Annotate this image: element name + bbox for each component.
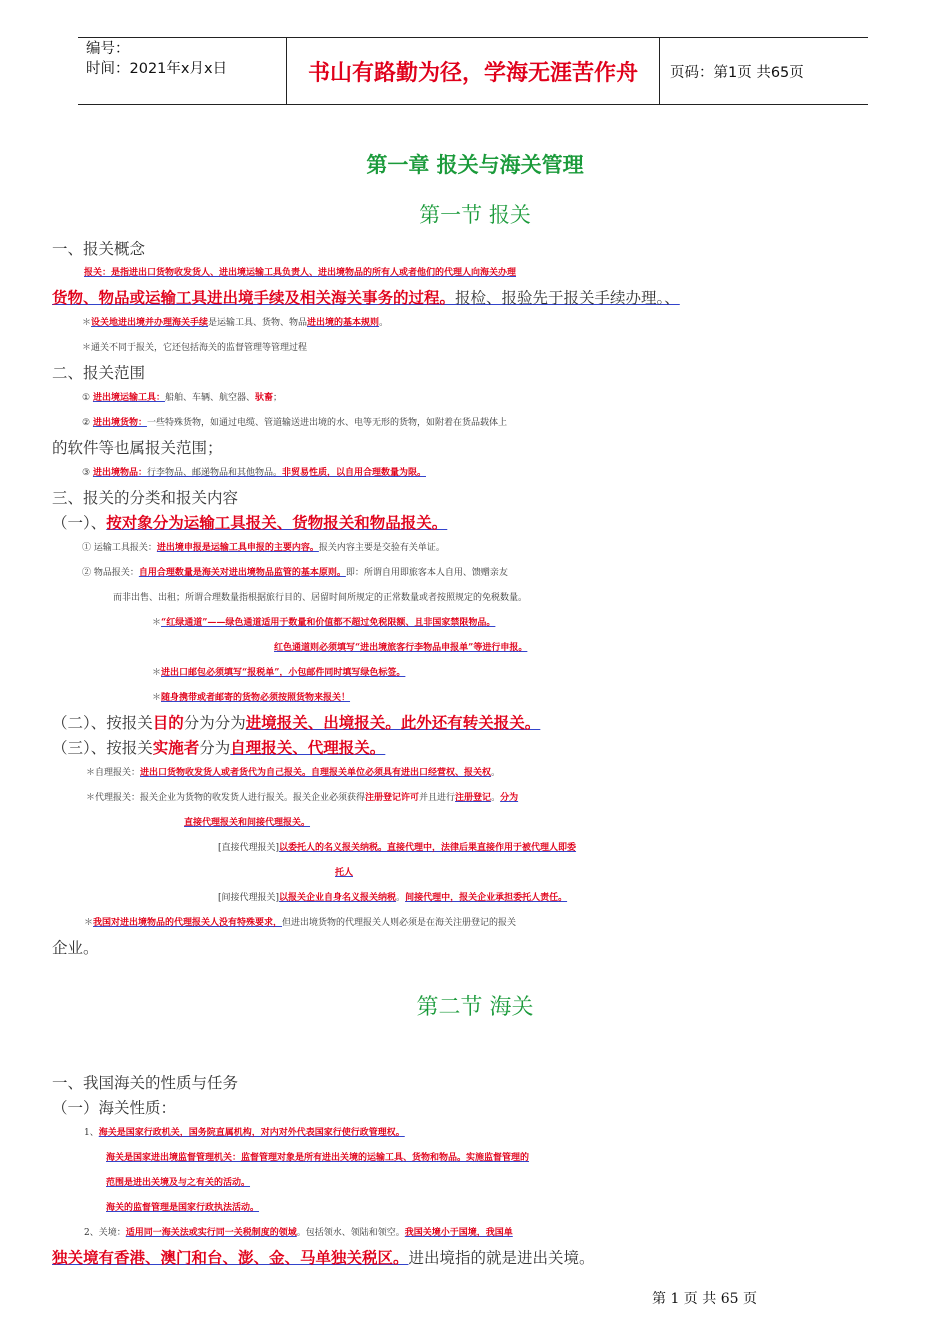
- header-meta-cell: [78, 38, 287, 104]
- bullet-line: ＊进出口邮包必须填写“报税单”，小包邮件同时填写绿色标签。: [152, 668, 406, 678]
- paragraph-line: 直接代理报关和间接代理报关。: [184, 818, 311, 828]
- motto: 书山有路勤为径，学海无涯苦作舟: [287, 38, 660, 104]
- section-title: 第一节 报关: [419, 203, 531, 227]
- subheading: （三）、按报关实施者分为自理报关、代理报关。: [52, 738, 386, 757]
- subheading: （一）海关性质：: [52, 1099, 177, 1117]
- bullet-line: ＊通关不同于报关，它还包括海关的监督管理等管理过程: [82, 343, 308, 353]
- page-label: 页码：第1页 共65页: [670, 64, 804, 81]
- list-item: ① 进出境运输工具：船舶、车辆、航空器、驮畜；: [82, 393, 282, 403]
- heading-1: 一、报关概念: [52, 240, 146, 258]
- bullet-line: ＊我国对进出境物品的代理报关人没有特殊要求，但进出境货物的代理报关人则必须是在海关注册登记的报关: [84, 918, 517, 928]
- paragraph-line: 货物、物品或运输工具进出境手续及相关海关事务的过程。报检、报验先于报关手续办理。、: [52, 288, 680, 307]
- paragraph-line: 海关是国家进出境监督管理机关：监督管理对象是所有进出关境的运输工具、货物和物品。实施监督管理的: [106, 1153, 530, 1163]
- paragraph-line: 范围是进出关境及与之有关的活动。: [106, 1178, 251, 1188]
- number-label: 编号：: [86, 41, 130, 57]
- paragraph-line: [间接代理报关]以报关企业自身名义报关纳税。间接代理中，报关企业承担委托人责任。: [218, 893, 568, 903]
- paragraph-line: 企业。: [52, 939, 99, 957]
- subheading: （一）、按对象分为运输工具报关、货物报关和物品报关。: [52, 513, 448, 532]
- header-table: [78, 37, 868, 105]
- time-label: 时间：2021年x月x日: [86, 61, 228, 77]
- paragraph-line: 报关：是指进出口货物收发货人、进出境运输工具负责人、进出境物品的所有人或者他们的代理人向海关办理: [84, 268, 517, 278]
- list-item: ① 运输工具报关：进出境申报是运输工具申报的主要内容。报关内容主要是交验有关单证。: [82, 543, 445, 553]
- bullet-line: ＊“红绿通道”——绿色通道适用于数量和价值都不超过免税限额、且非国家禁限物品。: [152, 618, 496, 628]
- list-item: ② 物品报关：自用合理数量是海关对进出境物品监管的基本原则。即：所谓自用即旅客本人自用、馈赠亲友: [82, 568, 508, 578]
- list-item: ③ 进出境物品：行李物品、邮递物品和其他物品。非贸易性质，以自用合理数量为限。: [82, 468, 426, 478]
- heading-3: 三、报关的分类和报关内容: [52, 489, 239, 507]
- paragraph-line: 的软件等也属报关范围；: [52, 439, 223, 457]
- bullet-line: ＊代理报关：报关企业为货物的收发货人进行报关。报关企业必须获得注册登记许可并且进行注册登记。分为: [86, 793, 519, 803]
- paragraph-line: [直接代理报关]以委托人的名义报关纳税。直接代理中，法律后果直接作用于被代理人即委: [218, 843, 577, 853]
- bullet-line: ＊随身携带或者邮寄的货物必须按照货物来报关！: [152, 693, 351, 703]
- bullet-line: ＊设关地进出境并办理海关手续是运输工具、货物、物品进出境的基本规则。: [82, 318, 389, 328]
- paragraph-line: 海关的监督管理是国家行政执法活动。: [106, 1203, 260, 1213]
- paragraph-line: 托人: [335, 868, 354, 878]
- paragraph-line: 而非出售、出租；所谓合理数量指根据旅行目的、居留时间所规定的正常数量或者按照规定的免税数量。: [113, 593, 528, 603]
- heading-2: 二、报关范围: [52, 364, 146, 382]
- heading-1: 一、我国海关的性质与任务: [52, 1074, 239, 1092]
- paragraph-line: 独关境有香港、澳门和台、澎、金、马单独关税区。进出境指的就是进出关境。: [52, 1248, 595, 1267]
- list-item: 1、海关是国家行政机关，国务院直属机构，对内对外代表国家行使行政管理权。: [84, 1128, 405, 1138]
- bullet-line: ＊自理报关：进出口货物收发货人或者货代为自己报关。自理报关单位必须具有进出口经营权、报关权。: [86, 768, 501, 778]
- bullet-line: 红色通道则必须填写“进出境旅客行李物品申报单”等进行申报。: [274, 643, 528, 653]
- subheading: （二）、按报关目的分为分为进境报关、出境报关。此外还有转关报关。: [52, 713, 541, 732]
- section-title: 第二节 海关: [416, 995, 534, 1020]
- list-item: 2、关境：适用同一海关法或实行同一关税制度的领域。包括领水、领陆和领空。我国关境小于国境，我国单: [84, 1228, 513, 1238]
- chapter-title: 第一章 报关与海关管理: [366, 152, 584, 177]
- list-item: ② 进出境货物：一些特殊货物，如通过电缆、管道输送进出境的水、电等无形的货物，如附着在货品载体上: [82, 418, 507, 428]
- page-footer: 第 1 页 共 65 页: [652, 1291, 757, 1307]
